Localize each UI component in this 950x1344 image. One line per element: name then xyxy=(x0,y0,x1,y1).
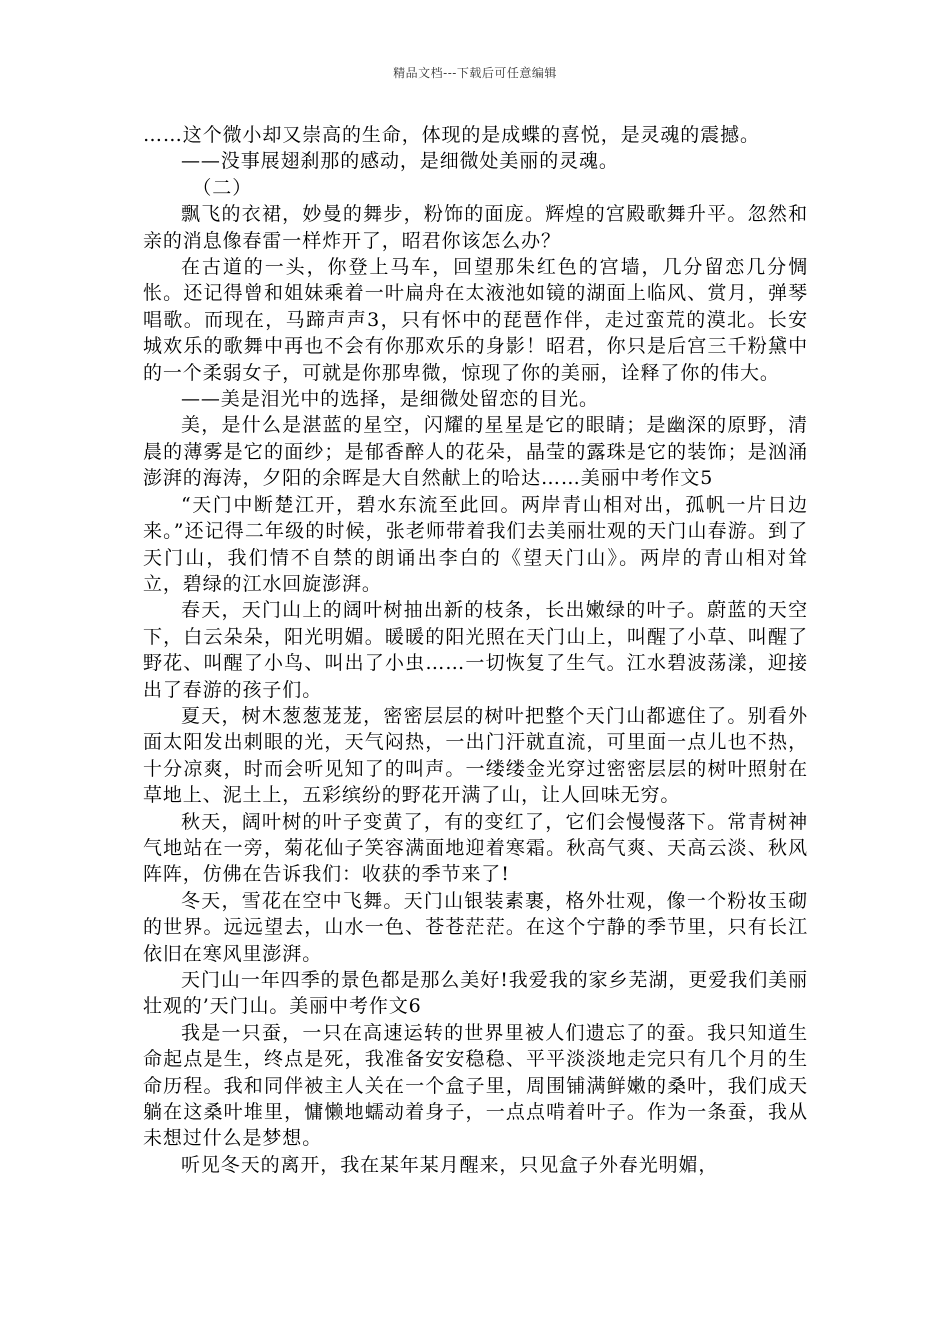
paragraph-8: “天门中断楚江开，碧水东流至此回。两岸青山相对出，孤帆一片日边来。”还记得二年级的时候，张老师带着我们去美丽壮观的天门山春游。到了天门山，我们情不自禁的朗诵出李白的《望天门山》。两岸的青山相对耸立，碧绿的江水回旋澎湃。 xyxy=(143,493,808,595)
paragraph-13: 天门山一年四季的景色都是那么美好!我爱我的家乡芜湖，更爱我们美丽壮观的’天门山。美丽中考作文6 xyxy=(143,969,808,1018)
section-heading: （二） xyxy=(192,176,253,199)
document-body xyxy=(143,122,808,1178)
paragraph-12: 冬天，雪花在空中飞舞。天门山银装素裹，格外壮观，像一个粉妆玉砌的世界。远远望去，山水一色、苍苍茫茫。在这个宁静的季节里，只有长江依旧在寒风里澎湃。 xyxy=(143,889,808,965)
paragraph-10: 夏天，树木葱葱茏茏，密密层层的树叶把整个天门山都遮住了。别看外面太阳发出刺眼的光，天气闷热，一出门汗就直流，可里面一点儿也不热，十分凉爽，时而会听见知了的叫声。一缕缕金光穿过密密层层的树叶照射在草地上、泥土上，五彩缤纷的野花开满了山，让人回味无穷。 xyxy=(143,704,808,807)
paragraph-14: 我是一只蚕，一只在高速运转的世界里被人们遗忘了的蚕。我只知道生命起点是生，终点是死，我准备安安稳稳、平平淡淡地走完只有几个月的生命历程。我和同伴被主人关在一个盒子里，周围铺满鲜嫩的桑叶，我们成天躺在这桑叶堆里，慵懒地蠕动着身子，一点点啃着叶子。作为一条蚕，我从未想过什么是梦想。 xyxy=(143,1021,808,1150)
paragraph-7: 美，是什么是湛蓝的星空，闪耀的星星是它的眼睛；是幽深的原野，清晨的薄雾是它的面纱；是郁香醉人的花朵，晶莹的露珠是它的装饰；是汹涌澎湃的海涛，夕阳的余晖是大自然献上的哈达……美丽中考作文5 xyxy=(143,414,808,490)
paragraph-5: 在古道的一头，你登上马车，回望那朱红色的宫墙，几分留恋几分惆怅。还记得曾和姐妹乘着一叶扁舟在太液池如镜的湖面上临风、赏月，弹琴唱歌。而现在，马蹄声声3，只有怀中的琵琶作伴，走过蛮荒的漠北。长安城欢乐的歌舞中再也不会有你那欢乐的身影！昭君，你只是后宫三千粉黛中的一个柔弱女子，可就是你那卑微，惊现了你的美丽，诠释了你的伟大。 xyxy=(143,256,808,384)
paragraph-15: 听见冬天的离开，我在某年某月醒来，只见盒子外春光明媚， xyxy=(181,1153,719,1176)
paragraph-1: ……这个微小却又崇高的生命，体现的是成蝶的喜悦，是灵魂的震撼。 xyxy=(143,124,760,146)
paragraph-4: 飘飞的衣裙，妙曼的舞步，粉饰的面庞。辉煌的宫殿歌舞升平。忽然和亲的消息像春雷一样炸开了，昭君你该怎么办？ xyxy=(143,203,808,252)
paragraph-2: ——没事展翅刹那的感动，是细微处美丽的灵魂。 xyxy=(181,150,619,173)
paragraph-11: 秋天，阔叶树的叶子变黄了，有的变红了，它们会慢慢落下。常青树神气地站在一旁，菊花仙子笑容满面地迎着寒霜。秋高气爽、天高云淡、秋风阵阵，仿佛在告诉我们：收获的季节来了! xyxy=(143,810,808,886)
page-header: 精品文档---下载后可任意编辑 xyxy=(393,66,557,80)
paragraph-9: 春天，天门山上的阔叶树抽出新的枝条，长出嫩绿的叶子。蔚蓝的天空下，白云朵朵，阳光明媚。暖暖的阳光照在天门山上，叫醒了小草、叫醒了野花、叫醒了小鸟、叫出了小虫……一切恢复了生气。江水碧波荡漾，迎接出了春游的孩子们。 xyxy=(143,599,808,701)
paragraph-6: ——美是泪光中的选择，是细微处留恋的目光。 xyxy=(181,388,599,411)
